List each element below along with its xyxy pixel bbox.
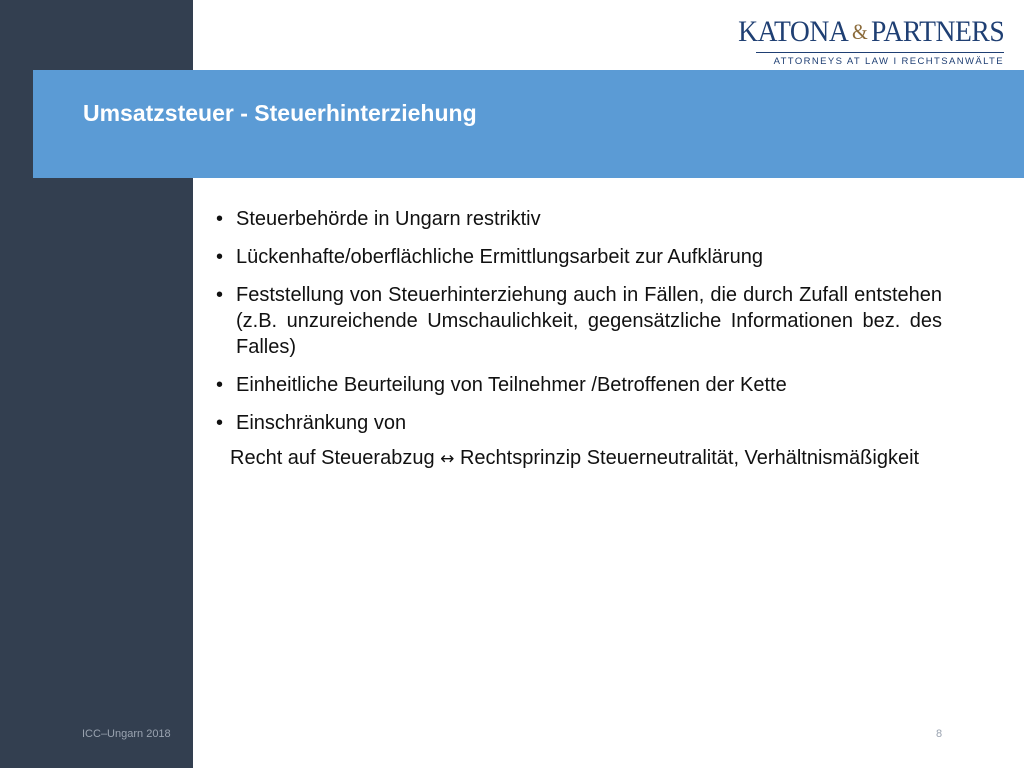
bullet-symbol: • <box>216 208 224 230</box>
slide-content <box>216 206 942 472</box>
footer-text: ICC–Ungarn 2018 <box>82 728 171 740</box>
bullet-text: Lückenhafte/oberflächliche Ermittlungsarbeit zur Aufklärung <box>236 246 763 268</box>
bullet-item <box>216 410 942 436</box>
logo-name-right: PARTNERS <box>870 15 1004 48</box>
bullet-symbol: • <box>216 284 224 306</box>
page-number: 8 <box>936 728 943 740</box>
bullet-text: Einheitliche Beurteilung von Teilnehmer /Betroffenen der Kette <box>236 374 787 396</box>
logo-ampersand: & <box>851 19 868 44</box>
bullet-item <box>216 206 942 232</box>
bullet-item <box>216 372 942 398</box>
continuation-right: Rechtsprinzip Steuerneutralität, Verhältnismäßigkeit <box>459 447 920 469</box>
continuation-left: Recht auf Steuerabzug <box>230 447 435 469</box>
bullet-text: Steuerbehörde in Ungarn restriktiv <box>236 208 541 230</box>
left-right-arrow-icon: ↔ <box>440 449 455 469</box>
title-band <box>33 70 1024 178</box>
bullet-symbol: • <box>216 246 224 268</box>
bullet-text: Feststellung von Steuerhinterziehung auch in Fällen, die durch Zufall entstehen (z.B. unzureichende Umschaulichkeit, gegensätzliche Informationen bez. des Falles) <box>236 284 942 358</box>
bullet-item <box>216 282 942 360</box>
logo-divider <box>756 52 1004 53</box>
logo-wordmark <box>738 14 1004 50</box>
continuation-paragraph <box>216 445 942 472</box>
bullet-item <box>216 244 942 270</box>
company-logo <box>715 14 1004 67</box>
bullet-text: Einschränkung von <box>236 412 407 434</box>
bullet-symbol: • <box>216 412 224 434</box>
logo-name-left: KATONA <box>737 15 849 48</box>
logo-tagline: ATTORNEYS AT LAW I RECHTSANWÄLTE <box>773 56 1004 67</box>
bullet-symbol: • <box>216 374 224 396</box>
slide-title: Umsatzsteuer - Steuerhinterziehung <box>83 100 477 126</box>
